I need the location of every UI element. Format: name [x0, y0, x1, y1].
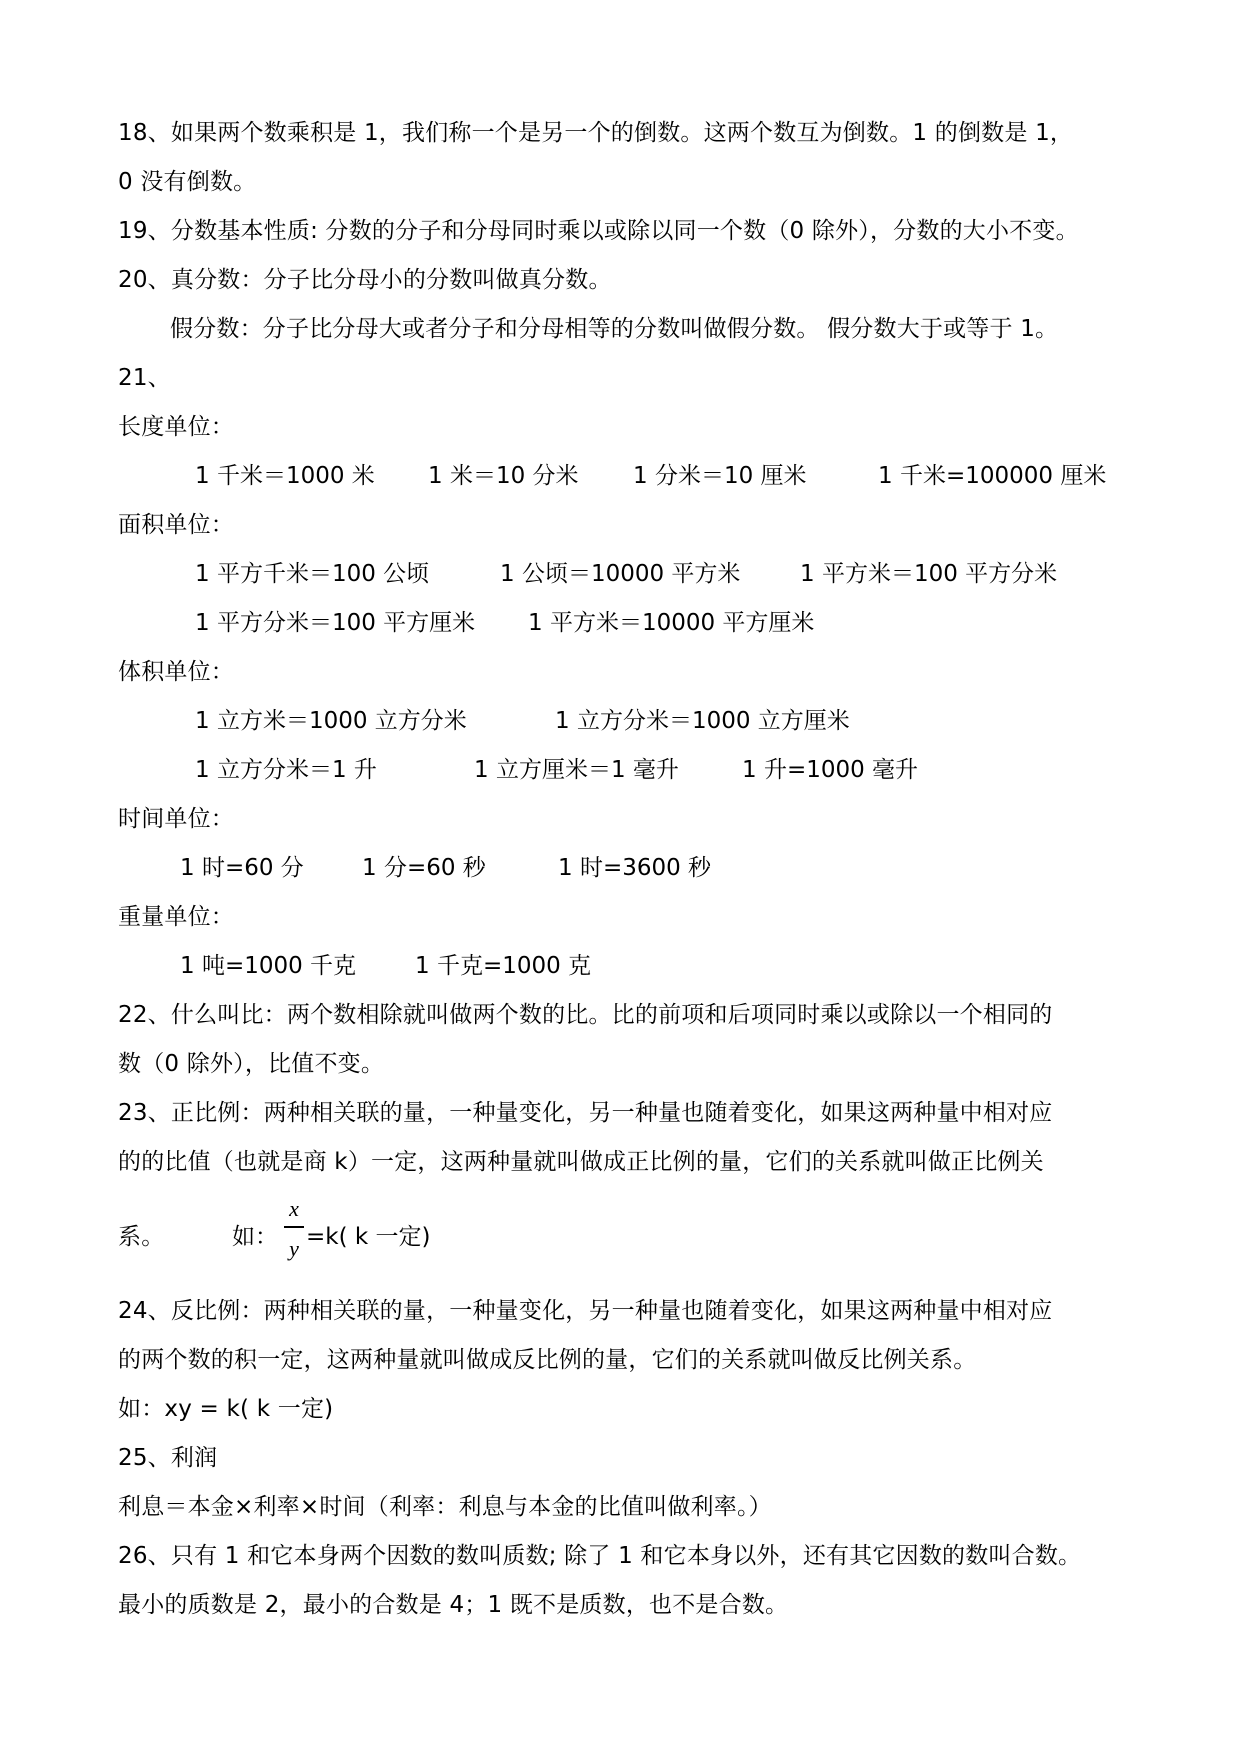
length-unit-4: 1 千米=100000 厘米	[878, 463, 1107, 489]
item-20-improper-fraction: 假分数：分子比分母大或者分子和分母相等的分数叫做假分数。 假分数大于或等于 1。	[170, 316, 1059, 342]
item-19: 19、分数基本性质: 分数的分子和分母同时乘以或除以同一个数（0 除外），分数的大小不变。	[118, 218, 1079, 244]
item-25-formula: 利息＝本金×利率×时间（利率：利息与本金的比值叫做利率。）	[118, 1494, 772, 1520]
area-unit-1: 1 平方千米＝100 公顷	[195, 561, 430, 587]
item-24-line-2: 的两个数的积一定，这两种量就叫做成反比例的量，它们的关系就叫做反比例关系。	[118, 1347, 977, 1373]
time-unit-1: 1 时=60 分	[180, 855, 304, 881]
item-20: 20、真分数：分子比分母小的分数叫做真分数。	[118, 267, 612, 293]
item-24-example: 如：xy = k( k 一定)	[118, 1396, 334, 1422]
fraction-numerator: x	[289, 1196, 299, 1221]
item-21: 21、	[118, 365, 171, 391]
volume-unit-2: 1 立方分米＝1000 立方厘米	[555, 708, 850, 734]
fraction-bar	[284, 1226, 304, 1228]
length-unit-3: 1 分米＝10 厘米	[633, 463, 807, 489]
weight-unit-1: 1 吨=1000 千克	[180, 953, 357, 979]
area-unit-3: 1 平方米＝100 平方分米	[800, 561, 1058, 587]
item-23-line-1: 23、正比例：两种相关联的量，一种量变化，另一种量也随着变化，如果这两种量中相对应	[118, 1100, 1053, 1126]
item-18-line-2: 0 没有倒数。	[118, 169, 257, 195]
volume-unit-4: 1 立方厘米＝1 毫升	[474, 757, 679, 783]
length-unit-2: 1 米＝10 分米	[428, 463, 579, 489]
area-unit-2: 1 公顷＝10000 平方米	[500, 561, 741, 587]
volume-units-title: 体积单位：	[118, 659, 234, 685]
weight-units-title: 重量单位：	[118, 904, 234, 930]
item-23-example-suffix: =k( k 一定)	[306, 1224, 431, 1250]
time-units-title: 时间单位：	[118, 806, 234, 832]
item-23-example-prefix: 如：	[232, 1224, 278, 1250]
time-unit-2: 1 分=60 秒	[362, 855, 486, 881]
item-24-line-1: 24、反比例：两种相关联的量，一种量变化，另一种量也随着变化，如果这两种量中相对应	[118, 1298, 1053, 1324]
item-26-line-2: 最小的质数是 2，最小的合数是 4；1 既不是质数，也不是合数。	[118, 1592, 789, 1618]
item-22-line-1: 22、什么叫比：两个数相除就叫做两个数的比。比的前项和后项同时乘以或除以一个相同的	[118, 1002, 1053, 1028]
volume-unit-3: 1 立方分米＝1 升	[195, 757, 377, 783]
item-22-line-2: 数（0 除外），比值不变。	[118, 1051, 385, 1077]
fraction-denominator: y	[289, 1236, 299, 1261]
item-23-line-2: 的的比值（也就是商 k）一定，这两种量就叫做成正比例的量，它们的关系就叫做正比例关	[118, 1149, 1044, 1175]
item-26-line-1: 26、只有 1 和它本身两个因数的数叫质数; 除了 1 和它本身以外，还有其它因数的数叫合数。	[118, 1543, 1082, 1569]
area-unit-5: 1 平方米＝10000 平方厘米	[528, 610, 815, 636]
area-unit-4: 1 平方分米＝100 平方厘米	[195, 610, 476, 636]
volume-unit-1: 1 立方米＝1000 立方分米	[195, 708, 467, 734]
length-unit-1: 1 千米＝1000 米	[195, 463, 375, 489]
time-unit-3: 1 时=3600 秒	[558, 855, 712, 881]
item-18-line-1: 18、如果两个数乘积是 1，我们称一个是另一个的倒数。这两个数互为倒数。1 的倒数是 1，	[118, 120, 1074, 146]
volume-unit-5: 1 升=1000 毫升	[742, 757, 919, 783]
item-25: 25、利润	[118, 1445, 218, 1471]
weight-unit-2: 1 千克=1000 克	[415, 953, 592, 979]
item-23-line-3: 系。	[118, 1224, 165, 1250]
area-units-title: 面积单位：	[118, 512, 234, 538]
length-units-title: 长度单位：	[118, 414, 234, 440]
